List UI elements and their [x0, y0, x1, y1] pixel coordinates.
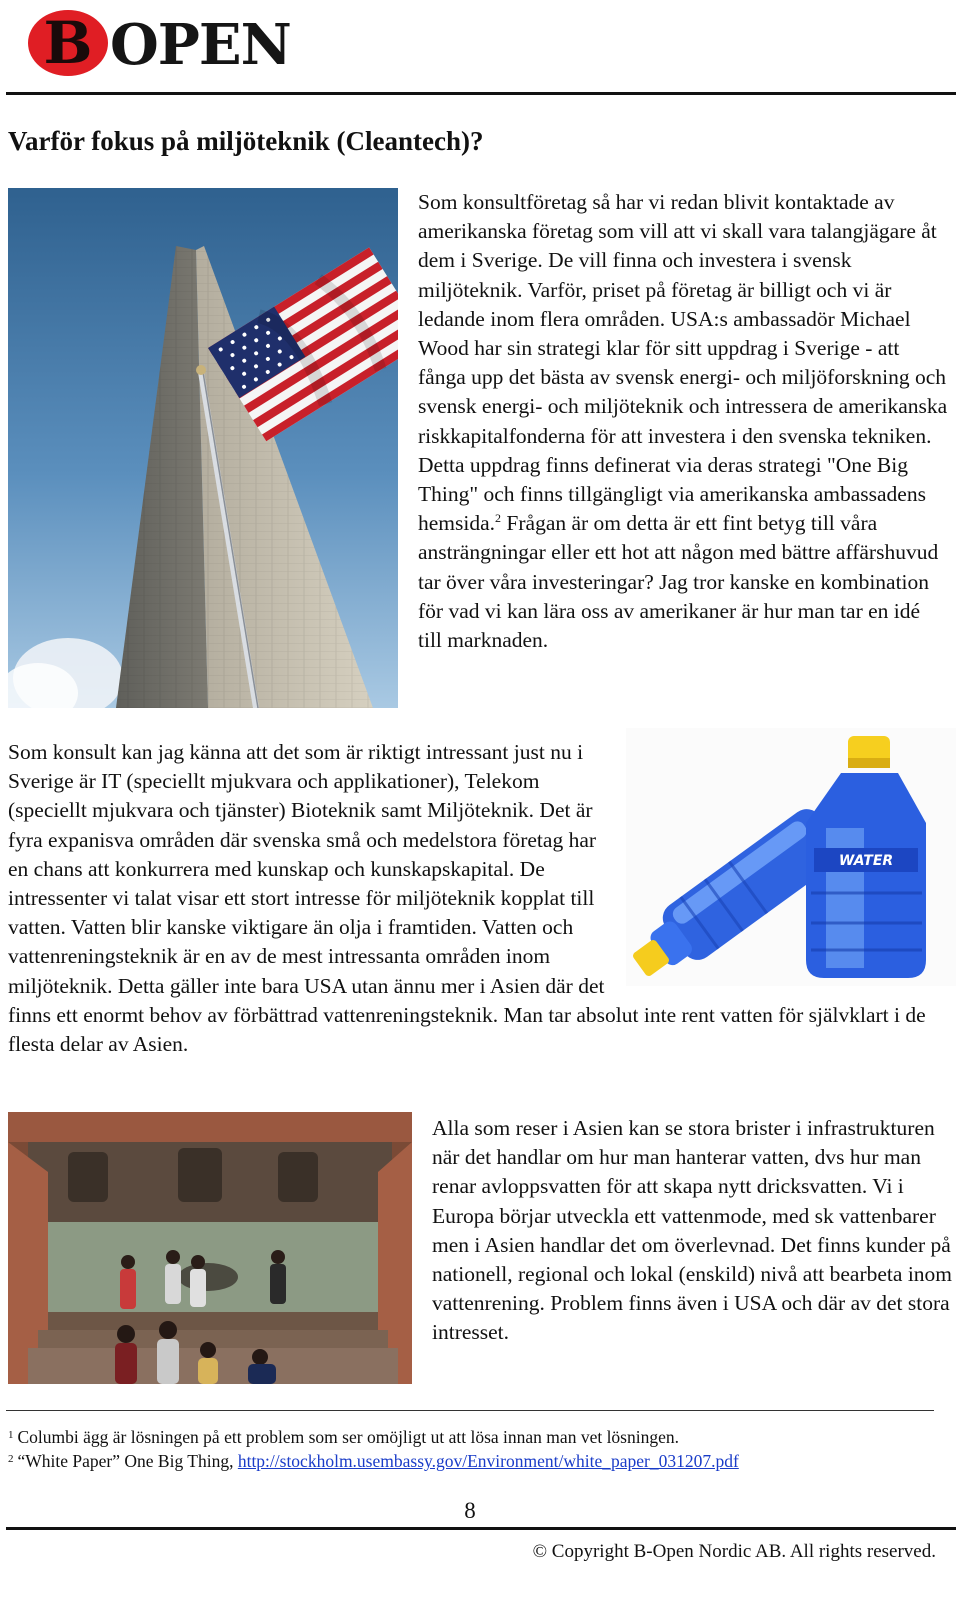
header-divider	[6, 92, 956, 95]
footnotes	[8, 1425, 948, 1473]
footnote-2	[8, 1449, 948, 1473]
logo-wordmark: OPEN	[110, 12, 291, 78]
logo-b-letter: B	[43, 9, 93, 77]
white-paper-link[interactable]: http://stockholm.usembassy.gov/Environment/white_paper_031207.pdf	[237, 1451, 739, 1471]
footnote-2-number: 2	[8, 1453, 14, 1465]
asia-text-block	[432, 1114, 952, 1348]
intro-text-a: Som konsultföretag så har vi redan blivit kontaktade av amerikanska företag som vill att vi skall vara talangjägare åt dem i Sverige. De vill finna och investera i svensk miljöteknik. Varför, priset på företag är billigt och vi är ledande inom flera områden. USA:s ambassadör Michael Wood har sin strategi klar för sitt uppdrag i Sverige - att fånga upp det bästa av svensk energi- och miljöforskning och svensk energi- och miljöteknik och intressera de amerikanska riskkapitalfonderna för att investera i den svenska tekniken. Detta uppdrag finns definerat via deras strategi "One Big Thing" och finns tillgängligt via amerikanska ambassadens hemsida.	[418, 190, 948, 536]
page-number: 8	[464, 1498, 476, 1523]
photo-washington-monument-flag-icon	[8, 188, 398, 708]
footnote-1	[8, 1425, 948, 1449]
copyright-notice: © Copyright B-Open Nordic AB. All rights reserved.	[532, 1541, 936, 1562]
bottle-label: WATER	[838, 853, 894, 869]
intro-paragraph	[418, 188, 948, 655]
intro-text-block	[418, 188, 948, 655]
consultant-paragraph: Som konsult kan jag känna att det som är riktigt intressant just nu i Sverige är IT (speciellt mjukvara och applikationer), Telekom (speciellt mjukvara och tjänster) Bioteknik samt Miljöteknik. Det är fyra expanisva områden där svenska små och medelstora företag har en chans att konkurrera med kunskap och kunskapskapital. De intressenter vi talat visar ett stort intresse för miljöteknik kopplat till vatten. Vatten blir kanske viktigare än olja i framtiden. Vatten och vattenreningsteknik är en av de mest intressanta områden inom miljöteknik. Detta gäller inte bara USA utan ännu mer i Asien där det finns ett enormt behov av förbättrad vattenreningsteknik. Man tar absolut inte rent vatten för självklart i de flesta delar av Asien.	[8, 740, 926, 1057]
consultant-text-block	[8, 738, 948, 1059]
water-tank-photo	[8, 1112, 412, 1384]
page-title: Varför fokus på miljöteknik (Cleantech)?	[8, 126, 484, 156]
footnote-1-text: Columbi ägg är lösningen på ett problem som ser omöjligt ut att lösa innan man vet lösningen.	[17, 1427, 679, 1447]
footnote-ref[interactable]: 2	[495, 511, 502, 526]
intro-text-b: Frågan är om detta är ett fint betyg till våra ansträngningar eller ett hot att någon med bättre affärshuvud tar över våra investeringar? Jag tror kanske en kombination för vad vi kan lära oss av amerikaner är hur man tar en idé till marknaden.	[418, 511, 939, 653]
asia-paragraph: Alla som reser i Asien kan se stora brister i infrastrukturen när det handlar om hur man hanterar vatten, dvs hur man renar avloppsvatten för att skapa nytt dricksvatten. Vi i Europa börjar utveckla ett vattenmode, med sk vattenbarer men i Asien handlar det om överlevnad. Det finns kunder på nationell, regional och lokal (enskild) nivå att bearbeta inom vattenrening. Problem finns även i USA och där av det stora intresset.	[432, 1116, 953, 1345]
photo-people-at-water-tank-icon	[8, 1112, 412, 1384]
footnote-1-number: 1	[8, 1429, 14, 1441]
b-open-logo	[28, 10, 298, 78]
footnote-2-text: “White Paper” One Big Thing,	[17, 1451, 238, 1471]
photo-blue-water-bottles-icon	[626, 728, 956, 986]
water-bottle-photo	[626, 728, 956, 986]
footnote-divider	[6, 1410, 934, 1411]
footer-divider	[6, 1527, 956, 1530]
monument-flag-photo	[8, 188, 398, 708]
